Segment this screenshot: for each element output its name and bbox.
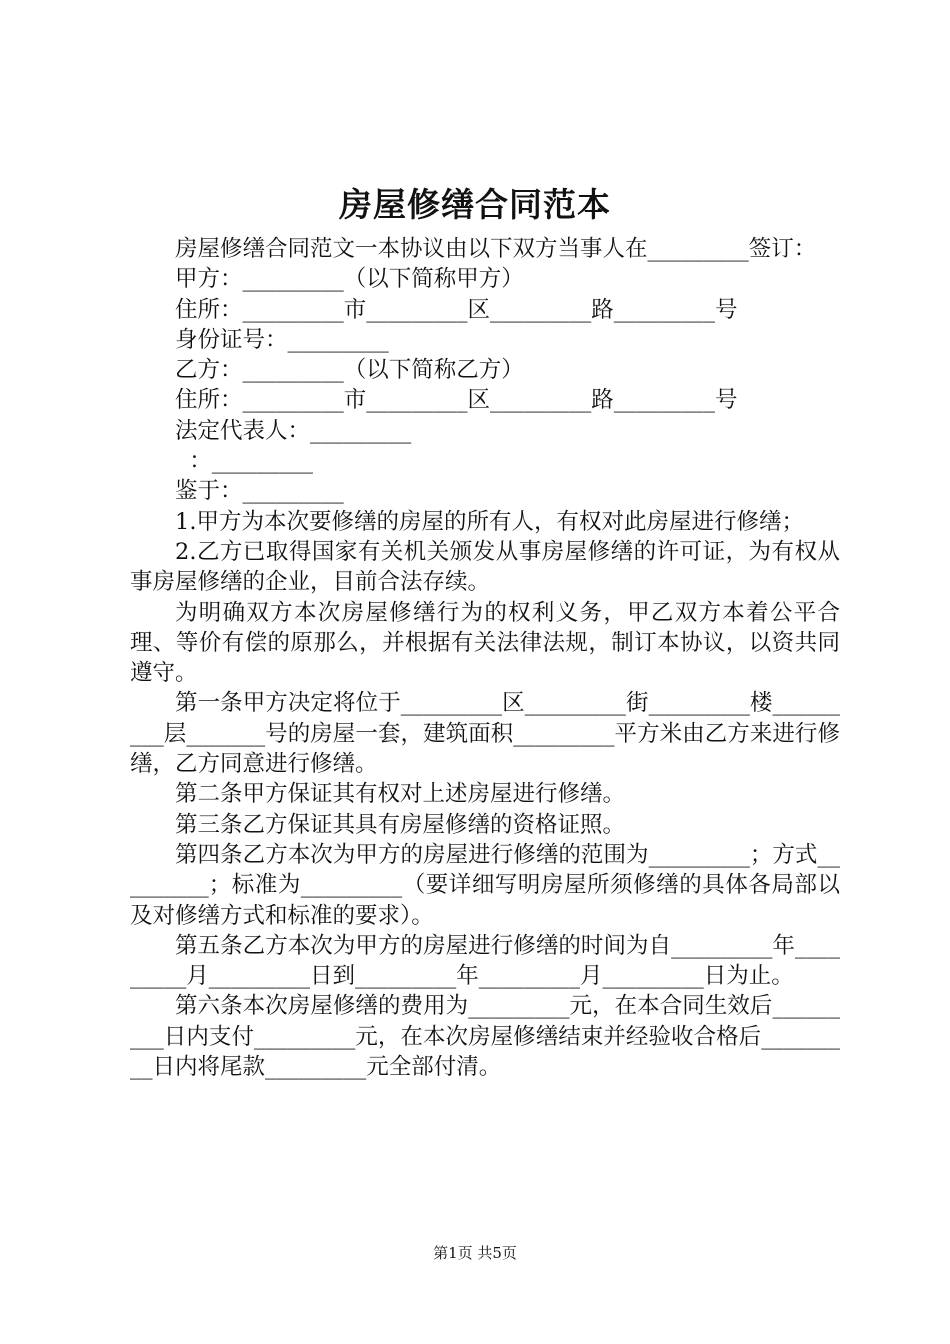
whereas-line: 鉴于：_________ (175, 478, 344, 505)
page-number: 第1页 共5页 (433, 1244, 517, 1262)
blank-field-line: ：_________ (175, 448, 314, 475)
purpose-paragraph: 为明确双方本次房屋修缮行为的权利义务，甲乙双方本着公平合理、等价有偿的原那么，并根据有关法律法规，制订本协议，以资共同遵守。 (130, 599, 840, 687)
party-b-line: 乙方：_________（以下简称乙方） (175, 357, 524, 384)
party-a-line: 甲方：_________（以下简称甲方） (175, 266, 524, 293)
legal-representative-line: 法定代表人：_________ (175, 417, 412, 444)
party-a-address-line: 住所：_________市_________区_________路_________号 (175, 296, 738, 323)
party-b-address-line: 住所：_________市_________区_________路_________号 (175, 387, 738, 414)
recital-1: 1.甲方为本次要修缮的房屋的所有人，有权对此房屋进行修缮； (175, 508, 804, 535)
recital-2: 2.乙方已取得国家有关机关颁发从事房屋修缮的许可证，为有权从事房屋修缮的企业，目前合法存续。 (130, 538, 840, 596)
article-3: 第三条乙方保证其具有房屋修缮的资格证照。 (175, 811, 626, 838)
article-6: 第六条本次房屋修缮的费用为_________元，在本合同生效后_________日内支付_________元，在本次房屋修缮结束并经验收合格后_________日内将尾款_________元全部付清。 (130, 993, 840, 1081)
document-body (130, 234, 840, 1082)
article-1: 第一条甲方决定将位于_________区_________街_________楼_________层_______号的房屋一套，建筑面积_________平方米由乙方来进行修缮，乙方同意进行修缮。 (130, 690, 840, 778)
article-2: 第二条甲方保证其有权对上述房屋进行修缮。 (175, 781, 626, 808)
article-4: 第四条乙方本次为甲方的房屋进行修缮的范围为_________；方式_________；标准为_________（要详细写明房屋所须修缮的具体各局部以及对修缮方式和标准的要求）。 (130, 841, 840, 929)
party-a-id-line: 身份证号：_________ (175, 326, 389, 353)
document-title: 房屋修缮合同范本 (339, 185, 611, 224)
article-5: 第五条乙方本次为甲方的房屋进行修缮的时间为自_________年_________月_________日到_________年_________月_________日为止。 (130, 932, 840, 990)
intro-paragraph: 房屋修缮合同范文一本协议由以下双方当事人在_________签订： (175, 236, 817, 262)
